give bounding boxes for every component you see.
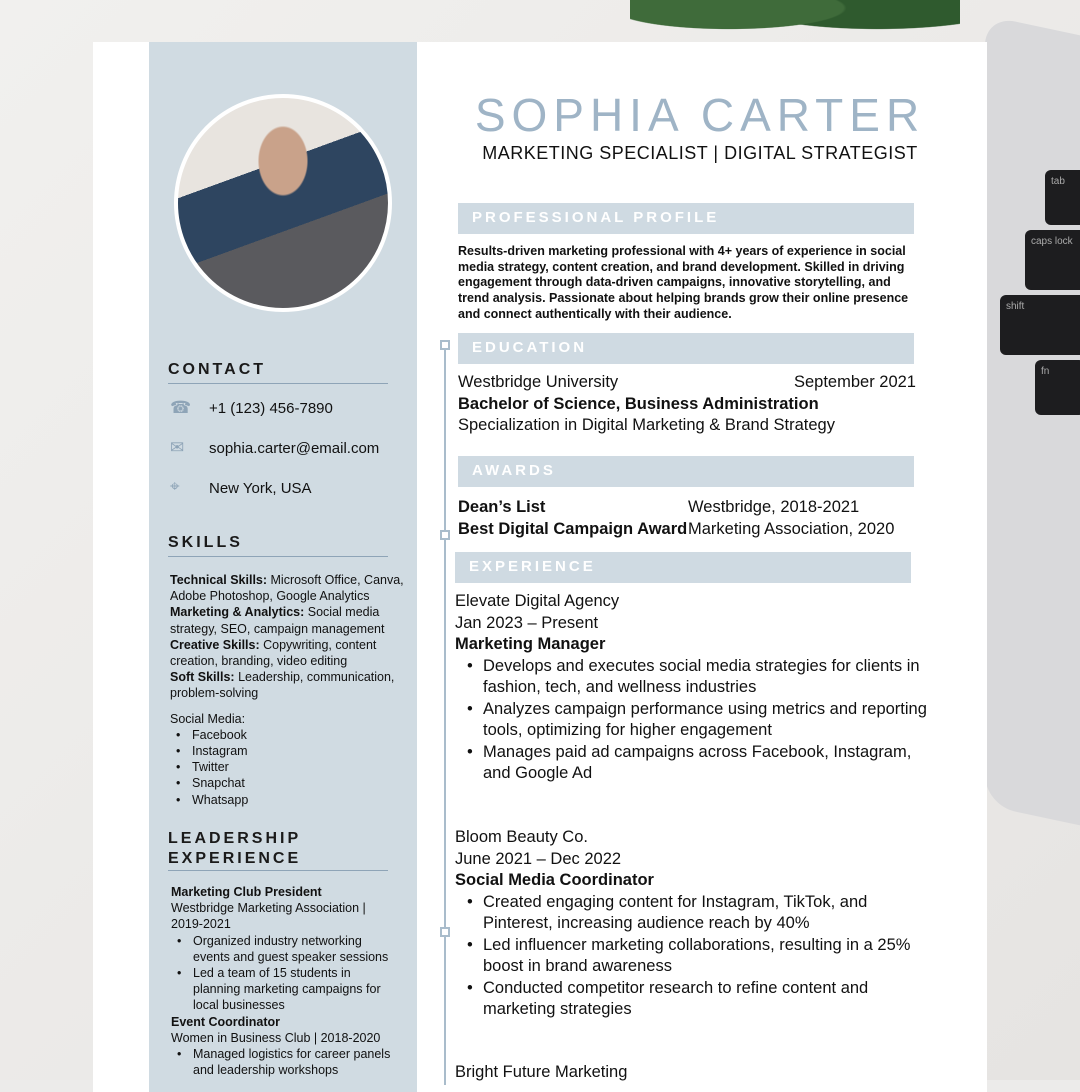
role-org: Westbridge Marketing Association | 2019-2021 xyxy=(171,901,366,932)
leadership-list xyxy=(171,884,396,1078)
resume-name: SOPHIA CARTER xyxy=(474,89,926,141)
laptop-keyboard xyxy=(990,120,1080,440)
key-caps: caps lock xyxy=(1025,230,1080,290)
skills-heading: SKILLS xyxy=(168,534,243,551)
skill-item: Creative Skills: Copywriting, content creation, branding, video editing xyxy=(170,637,377,669)
role-bullet: • Organized industry networking events and guest speaker sessions xyxy=(171,933,396,965)
award-name: Best Digital Campaign Award xyxy=(458,519,688,538)
social-item: • Snapchat xyxy=(170,775,410,791)
contact-heading: CONTACT xyxy=(168,361,267,378)
social-item: • Twitter xyxy=(170,759,410,775)
job-bullet: • Conducted competitor research to refine content and marketing strategies xyxy=(461,978,930,1021)
job-dates: June 2021 – Dec 2022 xyxy=(455,849,622,868)
key-tab: tab xyxy=(1045,170,1080,225)
social-item: • Facebook xyxy=(170,727,410,743)
skills-list xyxy=(170,572,410,808)
award-detail: Marketing Association, 2020 xyxy=(688,519,895,538)
award-name: Dean’s List xyxy=(458,498,546,516)
job-entry xyxy=(455,827,930,1021)
social-label: Social Media: xyxy=(170,711,246,726)
divider xyxy=(168,383,388,384)
key-shift: shift xyxy=(1000,295,1080,355)
job-company: Elevate Digital Agency xyxy=(455,592,620,610)
timeline-marker xyxy=(440,927,450,937)
job-title: Social Media Coordinator xyxy=(455,871,654,889)
skill-item: Technical Skills: Microsoft Office, Canva, Adobe Photoshop, Google Analytics xyxy=(170,573,404,604)
school: Westbridge University xyxy=(458,373,619,391)
experience-heading: EXPERIENCE xyxy=(455,552,911,583)
profile-photo xyxy=(174,94,392,312)
location-icon: ⌖ xyxy=(170,477,180,496)
timeline-line xyxy=(444,345,446,1085)
phone-icon: ☎ xyxy=(170,398,192,417)
specialization: Specialization in Digital Marketing & Brand Strategy xyxy=(458,416,835,434)
resume-title: MARKETING SPECIALIST | DIGITAL STRATEGIST xyxy=(482,143,918,163)
role-title: Marketing Club President xyxy=(171,885,322,899)
social-item: • Whatsapp xyxy=(170,792,410,808)
role-bullet: • Led a team of 15 students in planning marketing campaigns for local businesses xyxy=(171,965,396,1014)
awards-heading: AWARDS xyxy=(458,456,914,487)
job-company: Bloom Beauty Co. xyxy=(455,828,588,846)
education-heading: EDUCATION xyxy=(458,333,914,364)
skill-item: Soft Skills: Leadership, communication, problem-solving xyxy=(170,670,395,701)
contact-location: New York, USA xyxy=(209,480,312,497)
job-dates: Jan 2023 – Present xyxy=(455,613,599,632)
profile-text: Results-driven marketing professional with 4+ years of experience in social media strategy, content creation, and brand development. Skilled in driving engagement through data-driven campaigns, innovative storytelling, and trend analysis. Passionate about helping brands grow their online presence and connect authentically with their audience. xyxy=(458,244,909,321)
job-company: Bright Future Marketing xyxy=(455,1063,628,1081)
job-bullet: • Analyzes campaign performance using metrics and reporting tools, optimizing for higher engagement xyxy=(461,699,930,742)
job-bullet: • Created engaging content for Instagram, TikTok, and Pinterest, increasing audience reach by 40% xyxy=(461,892,930,935)
role-bullet: • Managed logistics for career panels and leadership workshops xyxy=(171,1046,396,1078)
role-title: Event Coordinator xyxy=(171,1014,281,1029)
job-title: Marketing Manager xyxy=(455,635,606,653)
email-icon: ✉ xyxy=(170,438,185,457)
job-bullet: • Led influencer marketing collaborations, resulting in a 25% boost in brand awareness xyxy=(461,935,930,978)
job-bullet: • Develops and executes social media strategies for clients in fashion, tech, and wellness industries xyxy=(461,656,930,699)
skill-item: Marketing & Analytics: Social media strategy, SEO, campaign management xyxy=(170,605,385,636)
job-entry xyxy=(455,591,930,785)
divider xyxy=(168,556,388,557)
award-detail: Westbridge, 2018-2021 xyxy=(688,498,860,516)
role-org: Women in Business Club | 2018-2020 xyxy=(171,1030,381,1045)
contact-email: sophia.carter@email.com xyxy=(209,440,380,457)
divider xyxy=(168,870,388,871)
degree: Bachelor of Science, Business Administration xyxy=(458,394,819,413)
key-fn: fn xyxy=(1035,360,1080,415)
profile-heading: PROFESSIONAL PROFILE xyxy=(458,203,914,234)
social-list xyxy=(170,727,410,808)
education-date: September 2021 xyxy=(793,373,916,391)
timeline-marker xyxy=(440,530,450,540)
leadership-heading: LEADERSHIP EXPERIENCE xyxy=(168,830,302,867)
timeline-marker xyxy=(440,340,450,350)
social-item: • Instagram xyxy=(170,743,410,759)
education-entry xyxy=(458,372,916,437)
job-bullet: • Manages paid ad campaigns across Facebook, Instagram, and Google Ad xyxy=(461,742,930,785)
contact-phone: +1 (123) 456-7890 xyxy=(209,400,333,417)
awards-list xyxy=(458,497,916,540)
